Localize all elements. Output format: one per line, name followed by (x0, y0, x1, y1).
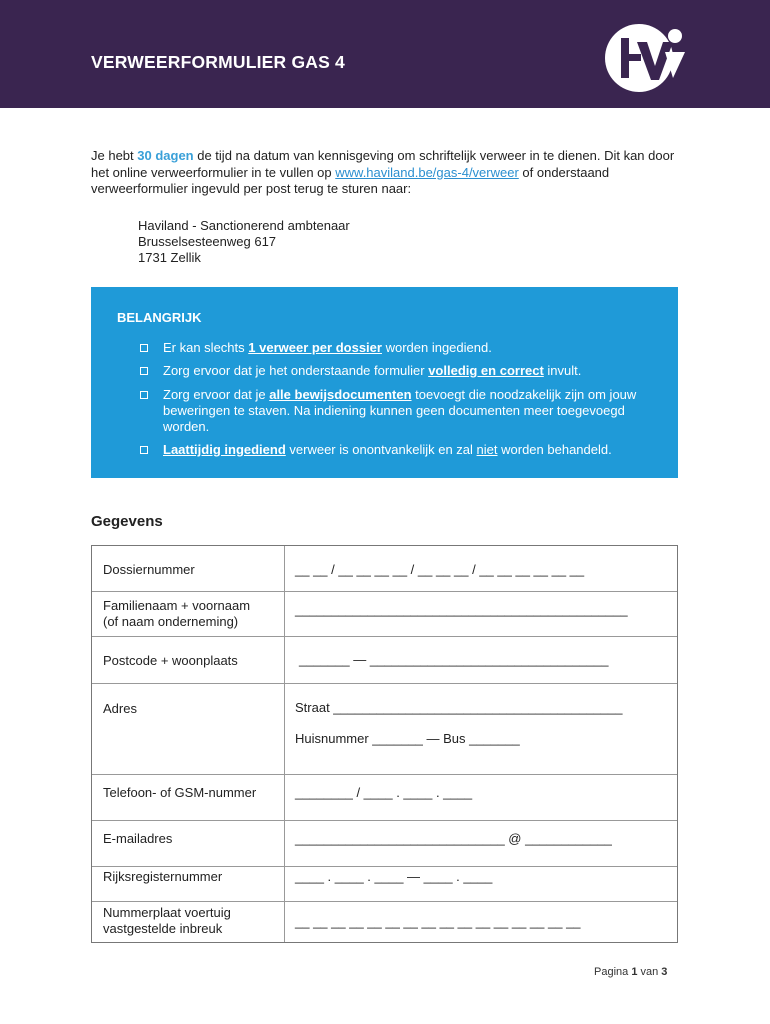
house-number-field[interactable]: Huisnummer _______ — Bus _______ (295, 731, 520, 746)
field-label: Dossiernummer (103, 562, 195, 577)
postal-address (138, 218, 350, 266)
page-header (0, 0, 770, 108)
form-row (92, 592, 677, 637)
license-plate-field[interactable]: __ __ __ __ __ __ __ __ __ __ __ __ __ __ __ __ (295, 914, 581, 929)
verweer-link[interactable]: www.haviland.be/gas-4/verweer (335, 164, 519, 180)
address-line: 1731 Zellik (138, 250, 201, 265)
deadline-highlight: 30 dagen (137, 148, 194, 163)
checkbox-icon (140, 446, 148, 454)
name-field[interactable]: ______________________________________________ (295, 602, 628, 617)
field-label: Adres (103, 701, 137, 716)
form-row (92, 546, 677, 592)
haviland-logo (603, 22, 691, 94)
dossiernummer-field[interactable]: __ __ / __ __ __ __ / __ __ __ / __ __ __ __ __ __ (295, 562, 585, 577)
address-line: Haviland - Sanctionerend ambtenaar (138, 218, 350, 233)
gegevens-form (91, 545, 678, 943)
field-label: Rijksregisternummer (103, 869, 223, 884)
rijksregister-field[interactable]: ____ . ____ . ____ — ____ . ____ (295, 869, 493, 884)
checkbox-icon (140, 367, 148, 375)
section-title-gegevens: Gegevens (91, 513, 163, 530)
address-line: Brusselsesteenweg 617 (138, 234, 277, 249)
important-box: BELANGRIJK Er kan slechts 1 verweer per dossier worden ingediend. Zorg ervoor dat je het onderstaande formulier volledig en correct invult. Zorg ervoor dat je alle bewijsdocumenten toevoegt die noodzakelijk zijn om jouw beweringen te staven. Na indiening kunnen geen documenten meer toegevoegd worden. Laattijdig ingediend verweer is onontvankelijk en zal niet worden behandeld. (91, 287, 678, 478)
checkbox-icon (140, 391, 148, 399)
email-field[interactable]: _____________________________ @ ____________ (295, 831, 612, 846)
phone-field[interactable]: ________ / ____ . ____ . ____ (295, 785, 473, 800)
checkbox-icon (140, 344, 148, 352)
current-page: 1 (631, 966, 638, 978)
form-row (92, 902, 677, 942)
important-title: BELANGRIJK (117, 310, 202, 325)
postcode-field[interactable]: _______ — _________________________________ (299, 652, 609, 667)
field-label: Familienaam + voornaam (of naam onderneming) (103, 598, 251, 629)
total-pages: 3 (661, 966, 668, 978)
form-row (92, 821, 677, 867)
field-label: E-mailadres (103, 831, 173, 846)
form-row (92, 867, 677, 902)
street-field[interactable]: Straat ________________________________________ (295, 700, 623, 715)
form-row (92, 775, 677, 821)
form-row (92, 637, 677, 684)
field-label: Postcode + woonplaats (103, 653, 238, 668)
page-footer: Pagina 1 van 3 (594, 966, 668, 978)
page-title: VERWEERFORMULIER GAS 4 (91, 52, 345, 72)
intro-text: Je hebt 30 dagen de tijd na datum van kennisgeving om schriftelijk verweer in te dienen. Dit kan door het online verweerformulier in te vullen op www.haviland.be/gas-4/verweer of onderstaand verweerformulier ingevuld per post terug te sturen naar: (91, 148, 675, 196)
field-label: Nummerplaat voertuig vastgestelde inbreuk (103, 905, 231, 936)
field-label: Telefoon- of GSM-nummer (103, 785, 257, 800)
form-row (92, 684, 677, 775)
